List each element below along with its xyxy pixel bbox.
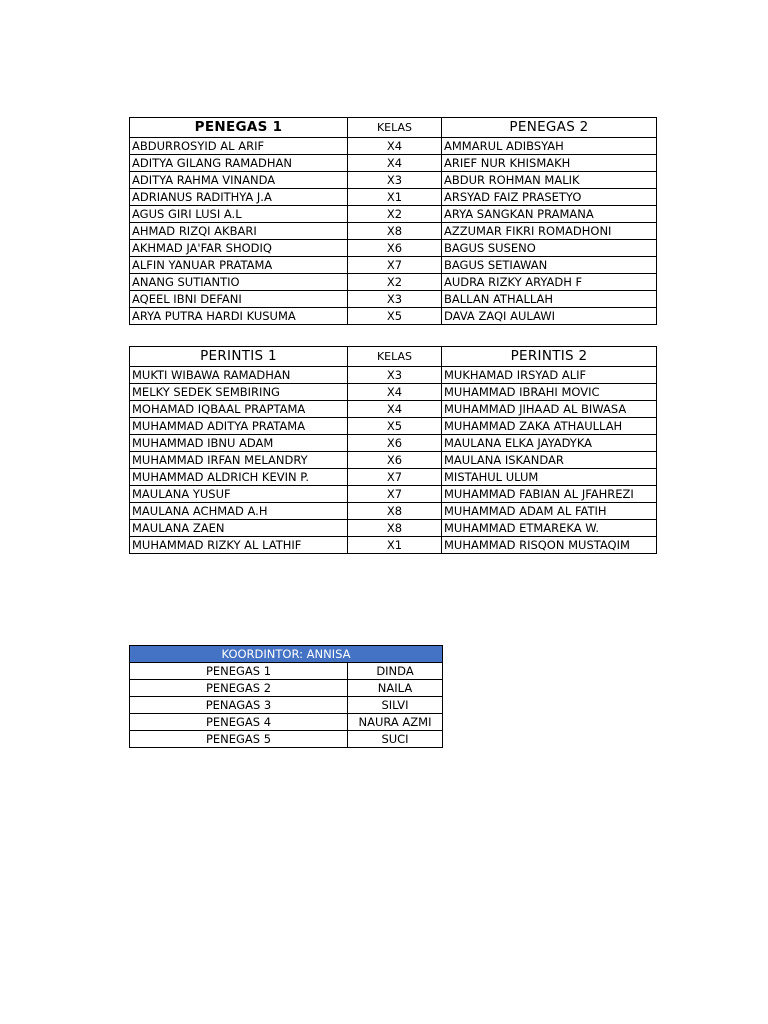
table-cell: ADRIANUS RADITHYA J.A (130, 189, 348, 206)
table-cell: ARSYAD FAIZ PRASETYO (442, 189, 657, 206)
table-cell: X6 (348, 435, 442, 452)
table-header-row (130, 347, 657, 367)
table-cell: ADITYA RAHMA VINANDA (130, 172, 348, 189)
table-row (130, 435, 657, 452)
table-row (130, 308, 657, 325)
table-cell: AGUS GIRI LUSI A.L (130, 206, 348, 223)
table-cell: X7 (348, 469, 442, 486)
table-row (130, 469, 657, 486)
table-row (130, 714, 443, 731)
table-cell: AKHMAD JA'FAR SHODIQ (130, 240, 348, 257)
table-cell: MUHAMMAD IBRAHI MOVIC (442, 384, 657, 401)
perintis-table (129, 346, 657, 554)
table-cell: X3 (348, 367, 442, 384)
table-cell: AHMAD RIZQI AKBARI (130, 223, 348, 240)
table-row (130, 223, 657, 240)
table-cell: DAVA ZAQI AULAWI (442, 308, 657, 325)
header-penegas-1: PENEGAS 1 (130, 118, 348, 138)
header-penegas-2: PENEGAS 2 (442, 118, 657, 138)
table-cell: PENEGAS 1 (130, 663, 348, 680)
table-cell: MAULANA ZAEN (130, 520, 348, 537)
table-cell: SILVI (348, 697, 443, 714)
table-cell: ARYA SANGKAN PRAMANA (442, 206, 657, 223)
table-row (130, 680, 443, 697)
table-cell: X7 (348, 257, 442, 274)
table-cell: MELKY SEDEK SEMBIRING (130, 384, 348, 401)
table-row (130, 452, 657, 469)
table-cell: X6 (348, 452, 442, 469)
table-cell: AZZUMAR FIKRI ROMADHONI (442, 223, 657, 240)
table-cell: MAULANA ACHMAD A.H (130, 503, 348, 520)
table-row (130, 663, 443, 680)
table-row (130, 503, 657, 520)
table-cell: PENAGAS 3 (130, 697, 348, 714)
table-cell: NAILA (348, 680, 443, 697)
table-row (130, 418, 657, 435)
table-cell: MUKHAMAD IRSYAD ALIF (442, 367, 657, 384)
table-cell: MUHAMMAD ADITYA PRATAMA (130, 418, 348, 435)
table-cell: X4 (348, 138, 442, 155)
header-perintis-2: PERINTIS 2 (442, 347, 657, 367)
table-cell: X4 (348, 401, 442, 418)
table-cell: MOHAMAD IQBAAL PRAPTAMA (130, 401, 348, 418)
table-cell: X8 (348, 520, 442, 537)
table-cell: NAURA AZMI (348, 714, 443, 731)
table-cell: ABDURROSYID AL ARIF (130, 138, 348, 155)
table-cell: AUDRA RIZKY ARYADH F (442, 274, 657, 291)
table-cell: ANANG SUTIANTIO (130, 274, 348, 291)
table-row (130, 367, 657, 384)
table-cell: ALFIN YANUAR PRATAMA (130, 257, 348, 274)
koordinator-title: KOORDINTOR: ANNISA (130, 646, 443, 663)
table-cell: MUHAMMAD IRFAN MELANDRY (130, 452, 348, 469)
table-cell: DINDA (348, 663, 443, 680)
table-cell: MAULANA YUSUF (130, 486, 348, 503)
table-cell: X2 (348, 206, 442, 223)
table-cell: MAULANA ELKA JAYADYKA (442, 435, 657, 452)
table-cell: X1 (348, 537, 442, 554)
table-cell: X3 (348, 172, 442, 189)
table-row (130, 189, 657, 206)
table-cell: ARIEF NUR KHISMAKH (442, 155, 657, 172)
table-row (130, 274, 657, 291)
table-row (130, 138, 657, 155)
table-cell: PENEGAS 4 (130, 714, 348, 731)
table-cell: MISTAHUL ULUM (442, 469, 657, 486)
table-row (130, 206, 657, 223)
table-row (130, 537, 657, 554)
table-cell: MUKTI WIBAWA RAMADHAN (130, 367, 348, 384)
table-row (130, 697, 443, 714)
table-cell: ABDUR ROHMAN MALIK (442, 172, 657, 189)
table-cell: X8 (348, 503, 442, 520)
table-cell: X1 (348, 189, 442, 206)
penegas-table (129, 117, 657, 325)
table-cell: ARYA PUTRA HARDI KUSUMA (130, 308, 348, 325)
header-kelas: KELAS (348, 347, 442, 367)
table-cell: X5 (348, 308, 442, 325)
table-cell: PENEGAS 5 (130, 731, 348, 748)
table-row (130, 486, 657, 503)
table-cell: X7 (348, 486, 442, 503)
table-cell: MUHAMMAD RIZKY AL LATHIF (130, 537, 348, 554)
table-cell: PENEGAS 2 (130, 680, 348, 697)
table-cell: MUHAMMAD ADAM AL FATIH (442, 503, 657, 520)
table-cell: MAULANA ISKANDAR (442, 452, 657, 469)
table-cell: ADITYA GILANG RAMADHAN (130, 155, 348, 172)
table-cell: X8 (348, 223, 442, 240)
table-cell: X2 (348, 274, 442, 291)
table-cell: BAGUS SETIAWAN (442, 257, 657, 274)
table-cell: BALLAN ATHALLAH (442, 291, 657, 308)
table-row (130, 401, 657, 418)
table-cell: AMMARUL ADIBSYAH (442, 138, 657, 155)
table-cell: X4 (348, 384, 442, 401)
table-cell: MUHAMMAD ZAKA ATHAULLAH (442, 418, 657, 435)
table-header-row (130, 118, 657, 138)
table-row (130, 172, 657, 189)
table-row (130, 731, 443, 748)
table-cell: MUHAMMAD JIHAAD AL BIWASA (442, 401, 657, 418)
table-cell: AQEEL IBNI DEFANI (130, 291, 348, 308)
table-cell: MUHAMMAD ALDRICH KEVIN P. (130, 469, 348, 486)
header-perintis-1: PERINTIS 1 (130, 347, 348, 367)
table-cell: X3 (348, 291, 442, 308)
table-cell: MUHAMMAD IBNU ADAM (130, 435, 348, 452)
table-cell: MUHAMMAD ETMAREKA W. (442, 520, 657, 537)
table-row (130, 240, 657, 257)
table-cell: SUCI (348, 731, 443, 748)
table-row (130, 257, 657, 274)
koordinator-title-row (130, 646, 443, 663)
table-row (130, 520, 657, 537)
koordinator-table (129, 645, 443, 748)
table-cell: X6 (348, 240, 442, 257)
table-cell: X4 (348, 155, 442, 172)
header-kelas: KELAS (348, 118, 442, 138)
table-cell: BAGUS SUSENO (442, 240, 657, 257)
table-cell: X5 (348, 418, 442, 435)
table-cell: MUHAMMAD FABIAN AL JFAHREZI (442, 486, 657, 503)
table-row (130, 384, 657, 401)
table-row (130, 155, 657, 172)
table-row (130, 291, 657, 308)
table-cell: MUHAMMAD RISQON MUSTAQIM (442, 537, 657, 554)
